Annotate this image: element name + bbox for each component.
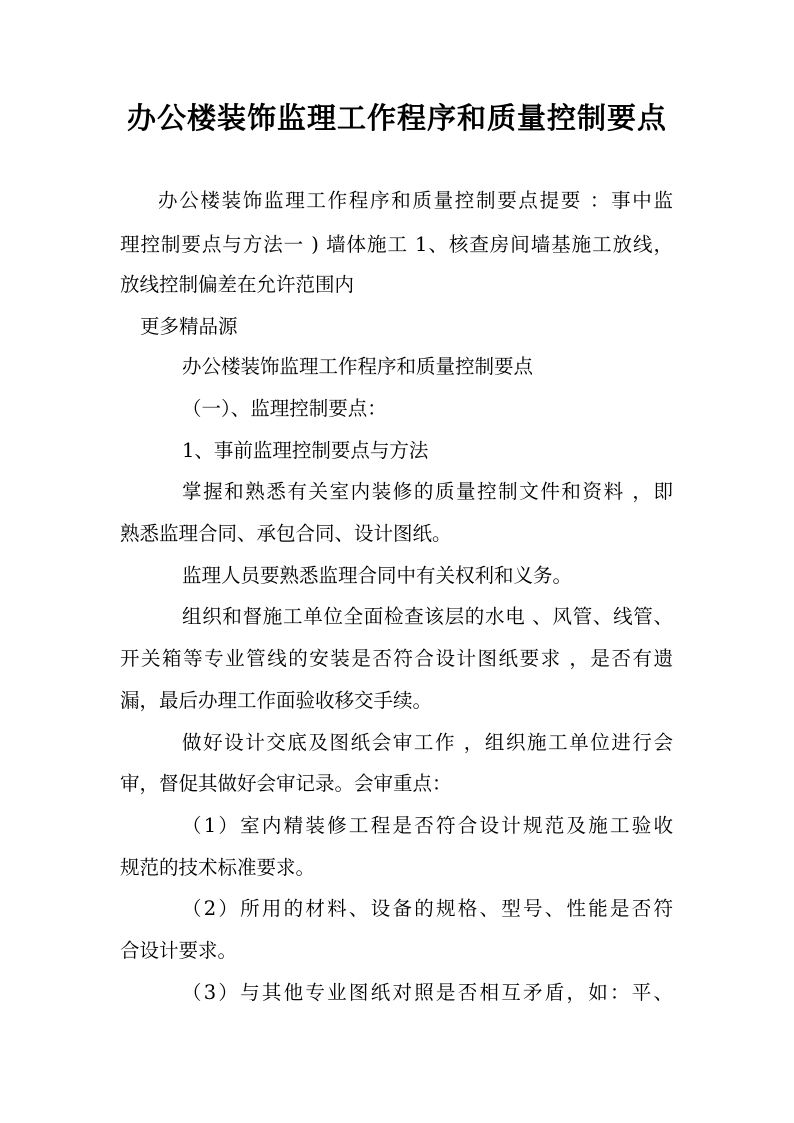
paragraph-1-line-2: 熟悉监理合同、承包合同、设计图纸。 <box>120 522 452 545</box>
point-2-line-2: 合设计要求。 <box>120 939 238 962</box>
paragraph-1-line-1: 掌握和熟悉有关室内装修的质量控制文件和资料 ，即 <box>182 480 673 503</box>
point-2-line-1: （2）所用的材料、设备的规格、型号、性能是否符 <box>182 897 673 920</box>
summary-line-2: 理控制要点与方法一 ) 墙体施工 1、核查房间墙基施工放线， <box>120 233 673 256</box>
summary-line-3: 放线控制偏差在允许范围内 <box>120 273 355 296</box>
document-subtitle: 办公楼装饰监理工作程序和质量控制要点 <box>182 355 534 378</box>
point-1-line-2: 规范的技术标准要求。 <box>120 856 316 879</box>
section-heading: （一）、监理控制要点： <box>182 397 387 420</box>
point-1-line-1: （1）室内精装修工程是否符合设计规范及施工验收 <box>182 814 673 837</box>
paragraph-4-line-2: 审，督促其做好会审记录。会审重点： <box>120 772 452 795</box>
paragraph-2: 监理人员要熟悉监理合同中有关权利和义务。 <box>182 564 573 587</box>
summary-line-1: 办公楼装饰监理工作程序和质量控制要点提要 ：事中监 <box>158 189 673 212</box>
paragraph-3-line-3: 漏，最后办理工作面验收移交手续。 <box>120 689 433 712</box>
paragraph-3-line-2: 开关箱等专业管线的安装是否符合设计图纸要求 ，是否有遗 <box>120 647 673 670</box>
more-source-link: 更多精品源 <box>140 315 238 338</box>
point-3-line-1: （3）与其他专业图纸对照是否相互矛盾，如：平、 <box>182 981 673 1004</box>
paragraph-3-line-1: 组织和督施工单位全面检查该层的水电 、风管、线管、 <box>182 605 673 628</box>
document-title: 办公楼装饰监理工作程序和质量控制要点 <box>126 101 667 135</box>
paragraph-4-line-1: 做好设计交底及图纸会审工作 ，组织施工单位进行会 <box>182 731 673 754</box>
item-heading: 1、事前监理控制要点与方法 <box>182 439 429 462</box>
